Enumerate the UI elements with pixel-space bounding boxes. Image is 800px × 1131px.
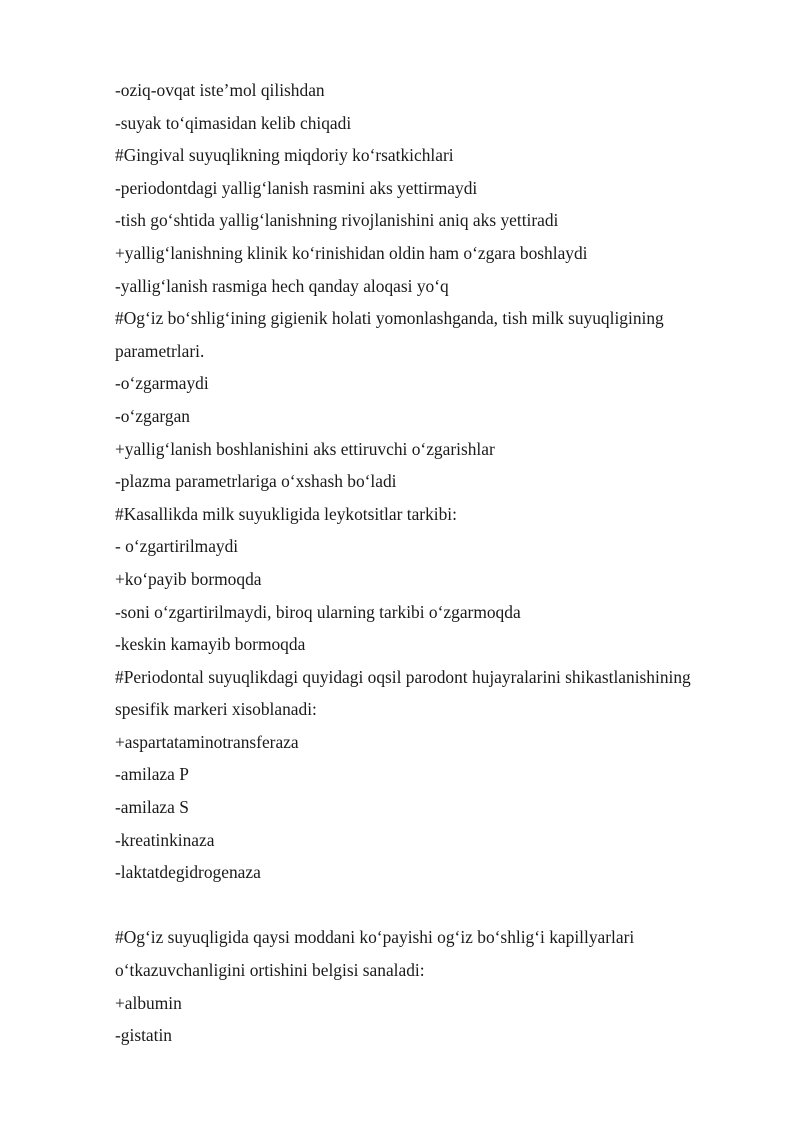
question-text: #Periodontal suyuqlikdagi quyidagi oqsil parodont hujayralarini shikastlanishining: [115, 666, 691, 687]
question-text-continued: o‘tkazuvchanligini ortishini belgisi sanaladi:: [115, 960, 425, 981]
answer-option: -suyak to‘qimasidan kelib chiqadi: [115, 112, 352, 133]
question-text-continued: parametrlari.: [115, 340, 205, 361]
question-text: #Gingival suyuqlikning miqdoriy ko‘rsatkichlari: [115, 145, 454, 166]
answer-option: -keskin kamayib bormoqda: [115, 634, 306, 655]
correct-answer-option: +aspartataminotransferaza: [115, 731, 299, 752]
answer-option: -amilaza P: [115, 764, 189, 785]
question-text: #Og‘iz bo‘shlig‘ining gigienik holati yomonlashganda, tish milk suyuqligining: [115, 308, 664, 329]
answer-option: -plazma parametrlariga o‘xshash bo‘ladi: [115, 471, 397, 492]
answer-option: -amilaza S: [115, 797, 189, 818]
question-text: #Kasallikda milk suyukligida leykotsitlar tarkibi:: [115, 503, 457, 524]
correct-answer-option: +yallig‘lanishning klinik ko‘rinishidan oldin ham o‘zgara boshlaydi: [115, 242, 588, 263]
answer-option: -kreatinkinaza: [115, 829, 215, 850]
correct-answer-option: +albumin: [115, 992, 182, 1013]
question-text: #Og‘iz suyuqligida qaysi moddani ko‘payishi og‘iz bo‘shlig‘i kapillyarlari: [115, 927, 635, 948]
answer-option: -gistatin: [115, 1025, 172, 1046]
answer-option: -yallig‘lanish rasmiga hech qanday aloqasi yo‘q: [115, 275, 449, 296]
answer-option: -periodontdagi yallig‘lanish rasmini aks yettirmaydi: [115, 177, 478, 198]
answer-option: -oziq-ovqat iste’mol qilishdan: [115, 80, 325, 100]
answer-option: -laktatdegidrogenaza: [115, 862, 261, 883]
answer-option: -o‘zgarmaydi: [115, 373, 209, 394]
answer-option: -soni o‘zgartirilmaydi, biroq ularning tarkibi o‘zgarmoqda: [115, 601, 521, 622]
document-body: [115, 74, 755, 1052]
blank-line: [115, 889, 755, 922]
answer-option: - o‘zgartirilmaydi: [115, 536, 239, 557]
correct-answer-option: +ko‘payib bormoqda: [115, 568, 262, 589]
question-text-continued: spesifik markeri xisoblanadi:: [115, 699, 317, 720]
correct-answer-option: +yallig‘lanish boshlanishini aks ettiruvchi o‘zgarishlar: [115, 438, 495, 459]
answer-option: -o‘zgargan: [115, 405, 190, 426]
answer-option: -tish go‘shtida yallig‘lanishning rivojlanishini aniq aks yettiradi: [115, 210, 559, 231]
